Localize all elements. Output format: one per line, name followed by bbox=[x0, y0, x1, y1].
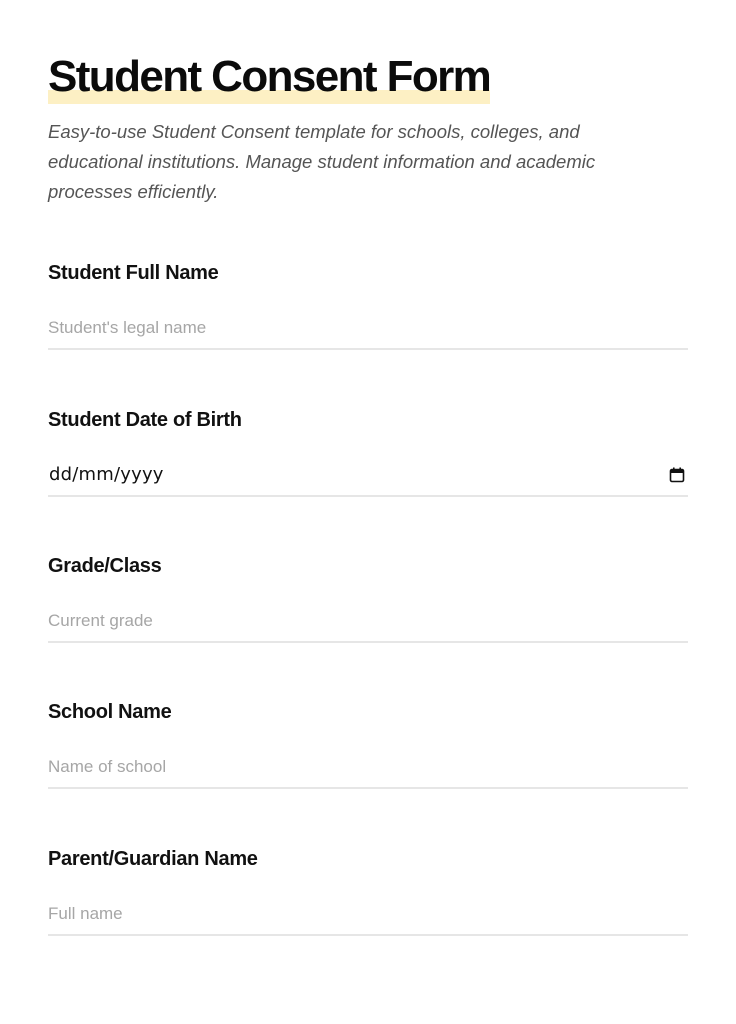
parent-guardian-name-label: Parent/Guardian Name bbox=[48, 848, 258, 870]
title-block bbox=[48, 52, 490, 104]
school-name-input-row bbox=[48, 747, 688, 789]
student-full-name-input[interactable] bbox=[48, 308, 688, 348]
parent-guardian-name-input[interactable] bbox=[48, 894, 688, 934]
school-name-field bbox=[48, 699, 688, 789]
parent-guardian-name-input-row bbox=[48, 894, 688, 936]
student-full-name-input-row bbox=[48, 308, 688, 350]
school-name-label: School Name bbox=[48, 701, 172, 723]
dob-format-text: dd/mm/yyyy bbox=[49, 464, 164, 485]
school-name-input[interactable] bbox=[48, 747, 688, 787]
page-title: Student Consent Form bbox=[48, 52, 491, 101]
consent-form bbox=[48, 0, 688, 936]
student-dob-field bbox=[48, 407, 688, 497]
grade-class-input[interactable] bbox=[48, 601, 688, 641]
student-full-name-field bbox=[48, 260, 688, 350]
grade-class-input-row bbox=[48, 601, 688, 643]
form-description: Easy-to-use Student Consent template for schools, colleges, and educational institutions. Manage student information and academic processes efficiently. bbox=[48, 121, 596, 202]
parent-guardian-name-field bbox=[48, 846, 688, 936]
calendar-icon[interactable] bbox=[669, 467, 685, 483]
grade-class-label: Grade/Class bbox=[48, 555, 162, 577]
student-dob-label: Student Date of Birth bbox=[48, 409, 242, 431]
student-full-name-label: Student Full Name bbox=[48, 262, 219, 284]
student-dob-input[interactable] bbox=[48, 455, 688, 497]
grade-class-field bbox=[48, 553, 688, 643]
